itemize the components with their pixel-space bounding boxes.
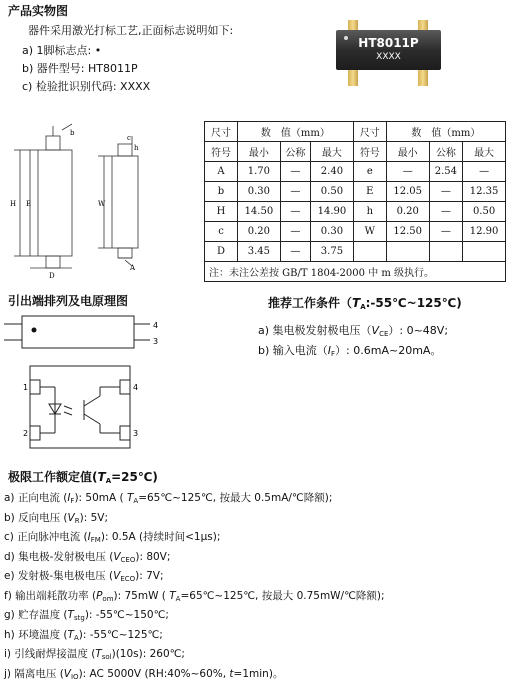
cell: — bbox=[386, 162, 429, 182]
cell: e bbox=[353, 162, 386, 182]
outline-drawing bbox=[0, 120, 200, 280]
cell: 1.70 bbox=[238, 162, 281, 182]
cell: H bbox=[205, 202, 238, 222]
cell: 12.35 bbox=[463, 182, 506, 202]
pin1-marker-icon bbox=[32, 328, 37, 333]
th-value-right: 数 值（mm） bbox=[386, 122, 505, 142]
cell: 0.20 bbox=[238, 222, 281, 242]
section-title-product-photo: 产品实物图 bbox=[8, 4, 69, 18]
table-row bbox=[205, 222, 506, 242]
cell: 0.50 bbox=[463, 202, 506, 222]
dim-label-W: W bbox=[98, 200, 106, 208]
cell: 12.90 bbox=[463, 222, 506, 242]
cell: — bbox=[280, 222, 310, 242]
dimension-table bbox=[204, 121, 506, 282]
recommended-item-a: a) 集电极发射极电压$(V_{CE})$: 0~48V; bbox=[258, 324, 449, 338]
cell: h bbox=[353, 202, 386, 222]
th-nom-right: 公称 bbox=[429, 142, 463, 162]
cell: 0.20 bbox=[386, 202, 429, 222]
th-size-left: 尺寸 bbox=[205, 122, 238, 142]
pin-label-1: 1 bbox=[23, 383, 29, 392]
cell: — bbox=[280, 202, 310, 222]
cell: 2.54 bbox=[429, 162, 463, 182]
cell: 12.05 bbox=[386, 182, 429, 202]
chip-marking-lot: XXXX bbox=[376, 52, 401, 62]
cell: W bbox=[353, 222, 386, 242]
list-item: d) 集电极-发射极电压 $(V_{CEO})$: 80V; bbox=[4, 550, 171, 564]
chip-marking-model: HT8011P bbox=[358, 36, 419, 50]
cell bbox=[429, 242, 463, 262]
section-title-pin-layout: 引出端排列及电原理图 bbox=[8, 294, 129, 308]
list-item: c) 正向脉冲电流 $(I_{FM})$: 0.5A (持续时间<1μs); bbox=[4, 531, 221, 544]
cell: — bbox=[429, 182, 463, 202]
cell: — bbox=[280, 242, 310, 262]
list-item: b) 反向电压 $(V_R)$: 5V; bbox=[4, 511, 108, 525]
table-note: 注：未注公差按 GB/T 1804-2000 中 m 级执行。 bbox=[205, 262, 506, 282]
cell: 0.50 bbox=[311, 182, 354, 202]
chip-body bbox=[336, 30, 441, 70]
pin-label-2: 2 bbox=[23, 429, 29, 438]
th-max-left: 最大 bbox=[311, 142, 354, 162]
cell: — bbox=[463, 162, 506, 182]
pin-label-4: 4 bbox=[133, 383, 139, 392]
cell: 0.30 bbox=[238, 182, 281, 202]
dim-label-c: c bbox=[127, 134, 131, 142]
list-item: f) 输出端耗散功率 $(P_{om})$: 75mW ( $T_A=65℃\sim 125℃$, 按最大 0.75mW/℃降额); bbox=[4, 589, 385, 603]
list-item: i) 引线耐焊接温度 $(T_{sol})(10s)$: 260℃; bbox=[4, 648, 185, 661]
th-min-right: 最小 bbox=[386, 142, 429, 162]
th-symbol-left: 符号 bbox=[205, 142, 238, 162]
marking-intro: 器件采用激光打标工艺,正面标志说明如下: bbox=[28, 24, 234, 37]
marking-item-c: c) 检验批识别代码: XXXX bbox=[22, 80, 151, 93]
pin-label-3-top: 3 bbox=[153, 337, 159, 346]
th-size-right: 尺寸 bbox=[353, 122, 386, 142]
cell: E bbox=[353, 182, 386, 202]
pin-diagram bbox=[0, 312, 170, 452]
cell: — bbox=[280, 182, 310, 202]
marking-item-a: a) 1脚标志点: • bbox=[22, 44, 102, 57]
cell: 12.50 bbox=[386, 222, 429, 242]
cell: A bbox=[205, 162, 238, 182]
cell: 3.45 bbox=[238, 242, 281, 262]
table-row bbox=[205, 162, 506, 182]
cell: — bbox=[429, 202, 463, 222]
marking-item-b: b) 器件型号: HT8011P bbox=[22, 62, 138, 75]
dim-label-h: h bbox=[134, 144, 139, 152]
cell: — bbox=[280, 162, 310, 182]
cell bbox=[463, 242, 506, 262]
list-item: e) 发射极-集电极电压 $(V_{ECO})$: 7V; bbox=[4, 570, 164, 583]
cell: 2.40 bbox=[311, 162, 354, 182]
th-value-left: 数 值（mm） bbox=[238, 122, 354, 142]
cell: b bbox=[205, 182, 238, 202]
cell: 3.75 bbox=[311, 242, 354, 262]
pin-label-4-top: 4 bbox=[153, 321, 159, 330]
recommended-item-b: b) 输入电流$(I_F)$: 0.6mA~20mA。 bbox=[258, 344, 442, 358]
cell: c bbox=[205, 222, 238, 242]
cell: 14.90 bbox=[311, 202, 354, 222]
dim-label-b: b bbox=[70, 129, 75, 137]
dim-label-E: E bbox=[26, 200, 32, 208]
cell: 0.30 bbox=[311, 222, 354, 242]
table-row bbox=[205, 242, 506, 262]
pin-label-3: 3 bbox=[133, 429, 139, 438]
list-item: h) 环境温度 $(T_A)$: -55℃~125℃; bbox=[4, 628, 163, 642]
table-row bbox=[205, 202, 506, 222]
cell: D bbox=[205, 242, 238, 262]
dim-label-H: H bbox=[10, 200, 17, 208]
dim-label-D: D bbox=[49, 272, 55, 280]
cell bbox=[353, 242, 386, 262]
th-min-left: 最小 bbox=[238, 142, 281, 162]
cell bbox=[386, 242, 429, 262]
th-max-right: 最大 bbox=[463, 142, 506, 162]
dim-label-A: A bbox=[130, 264, 136, 272]
th-symbol-right: 符号 bbox=[353, 142, 386, 162]
list-item: g) 贮存温度 $(T_{stg})$: -55℃~150℃; bbox=[4, 609, 169, 622]
table-row bbox=[205, 182, 506, 202]
section-title-limits: 极限工作额定值$(T_A=25℃)$ bbox=[8, 470, 158, 485]
th-nom-left: 公称 bbox=[280, 142, 310, 162]
section-title-recommended: 推荐工作条件$(T_A:-55℃\sim 125℃)$ bbox=[268, 296, 462, 311]
list-item: j) 隔离电压 $(V_{IO})$: AC 5000V (RH:40%~60%, t=1min)。 bbox=[4, 667, 284, 681]
list-item: a) 正向电流 $(I_F)$: 50mA ( $T_A=65℃\sim 125℃$, 按最大 0.5mA/℃降额); bbox=[4, 492, 333, 505]
cell: — bbox=[429, 222, 463, 242]
cell: 14.50 bbox=[238, 202, 281, 222]
